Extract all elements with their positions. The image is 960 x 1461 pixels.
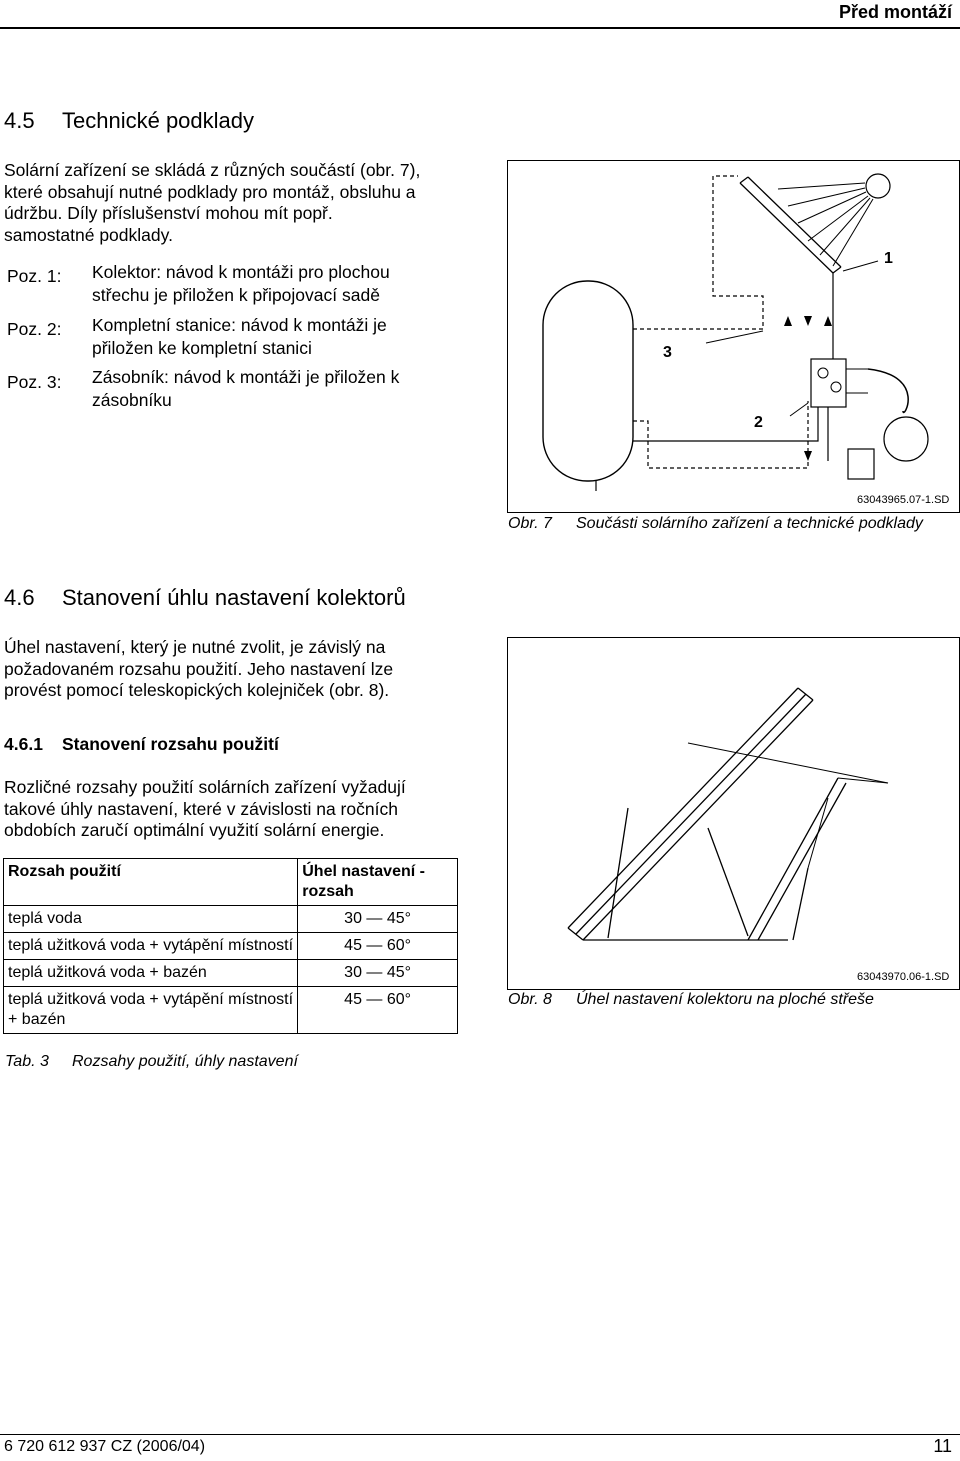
- storage-tank: [543, 281, 633, 481]
- label-2: 2: [754, 414, 763, 431]
- collector-frame-diagram: [508, 638, 959, 989]
- figure-7-caption-text: Součásti solárního zařízení a technické podklady: [576, 515, 923, 532]
- collector: [740, 177, 841, 273]
- figure-8: [507, 637, 960, 990]
- footer-rule: [0, 1434, 960, 1435]
- page-number: 11: [933, 1436, 952, 1456]
- section-4-5-intro: Solární zařízení se skládá z různých součástí (obr. 7), které obsahují nutné podklady pro montáž, obsluhu a údržbu. Díly příslušenství mohou mít popř. samostatné podklady.: [4, 160, 421, 245]
- figure-8-code: 63043970.06-1.SD: [857, 971, 950, 983]
- table-cell: teplá užitková voda + vytápění místností + bazén: [4, 987, 298, 1034]
- table-row: [4, 906, 458, 933]
- solar-system-diagram: [508, 161, 959, 512]
- table-cell: teplá voda: [4, 906, 298, 933]
- section-number: 4.5: [4, 108, 35, 133]
- collection-canister: [848, 449, 874, 479]
- figure-7-code: 63043965.07-1.SD: [857, 494, 950, 506]
- figure-8-caption-text: Úhel nastavení kolektoru na ploché střeše: [576, 991, 874, 1008]
- table-cell: 30 — 45°: [298, 960, 458, 987]
- table-3-caption-number: Tab. 3: [5, 1053, 49, 1070]
- table-cell: teplá užitková voda + bazén: [4, 960, 298, 987]
- table-header-cell: Rozsah použití: [4, 859, 298, 906]
- poz-text: Kompletní stanice: návod k montáži je přiložen ke kompletní stanici: [92, 315, 387, 358]
- section-number: 4.6.1: [4, 734, 43, 754]
- complete-station: [811, 273, 908, 412]
- poz-label: Poz. 1:: [7, 266, 62, 286]
- table-cell: 30 — 45°: [298, 906, 458, 933]
- second-rail: [688, 743, 888, 868]
- table-row: [4, 960, 458, 987]
- sun-icon: [778, 174, 890, 266]
- poz-label: Poz. 3:: [7, 372, 62, 392]
- table-3: [3, 858, 458, 1034]
- section-title: Stanovení rozsahu použití: [62, 734, 279, 754]
- collector-panel: [568, 688, 813, 940]
- expansion-vessel: [884, 417, 928, 461]
- table-cell: teplá užitková voda + vytápění místností: [4, 933, 298, 960]
- label-1: 1: [884, 250, 893, 267]
- table-3-caption-text: Rozsahy použití, úhly nastavení: [72, 1053, 298, 1070]
- footer-doc-id: 6 720 612 937 CZ (2006/04): [4, 1438, 206, 1455]
- solar-loop-pipes: [633, 176, 808, 468]
- label-3: 3: [663, 344, 672, 361]
- section-4-6-intro: Úhel nastavení, který je nutné zvolit, je závislý na požadovaném rozsahu použití. Jeho nastavení lze provést pomocí teleskopických kolejniček (obr. 8).: [4, 637, 394, 700]
- table-cell: 45 — 60°: [298, 987, 458, 1034]
- poz-text: Zásobník: návod k montáži je přiložen k zásobníku: [92, 367, 400, 410]
- figure-8-caption-number: Obr. 8: [508, 991, 552, 1008]
- section-number: 4.6: [4, 585, 35, 610]
- section-heading-4-5: [4, 108, 254, 134]
- section-heading-4-6-1: [4, 734, 279, 755]
- table-header-row: [4, 859, 458, 906]
- section-heading-4-6: [4, 585, 406, 611]
- poz-text: Kolektor: návod k montáži pro plochou střechu je přiložen k připojovací sadě: [92, 262, 390, 305]
- header-rule: [0, 27, 960, 29]
- poz-label: Poz. 2:: [7, 319, 62, 339]
- figure-7: [507, 160, 960, 513]
- table-cell: 45 — 60°: [298, 933, 458, 960]
- table-row: [4, 933, 458, 960]
- table-header-cell: Úhel nastavení - rozsah: [298, 859, 458, 906]
- section-title: Technické podklady: [62, 108, 255, 133]
- section-4-6-1-intro: Rozličné rozsahy použití solárních zařízení vyžadují takové úhly nastavení, které v závislosti na ročních obdobích zaručí optimální využití solární energie.: [4, 777, 406, 840]
- section-title: Stanovení úhlu nastavení kolektorů: [62, 585, 406, 610]
- running-header: Před montáží: [838, 2, 952, 22]
- figure-7-caption-number: Obr. 7: [508, 515, 552, 532]
- table-row: [4, 987, 458, 1034]
